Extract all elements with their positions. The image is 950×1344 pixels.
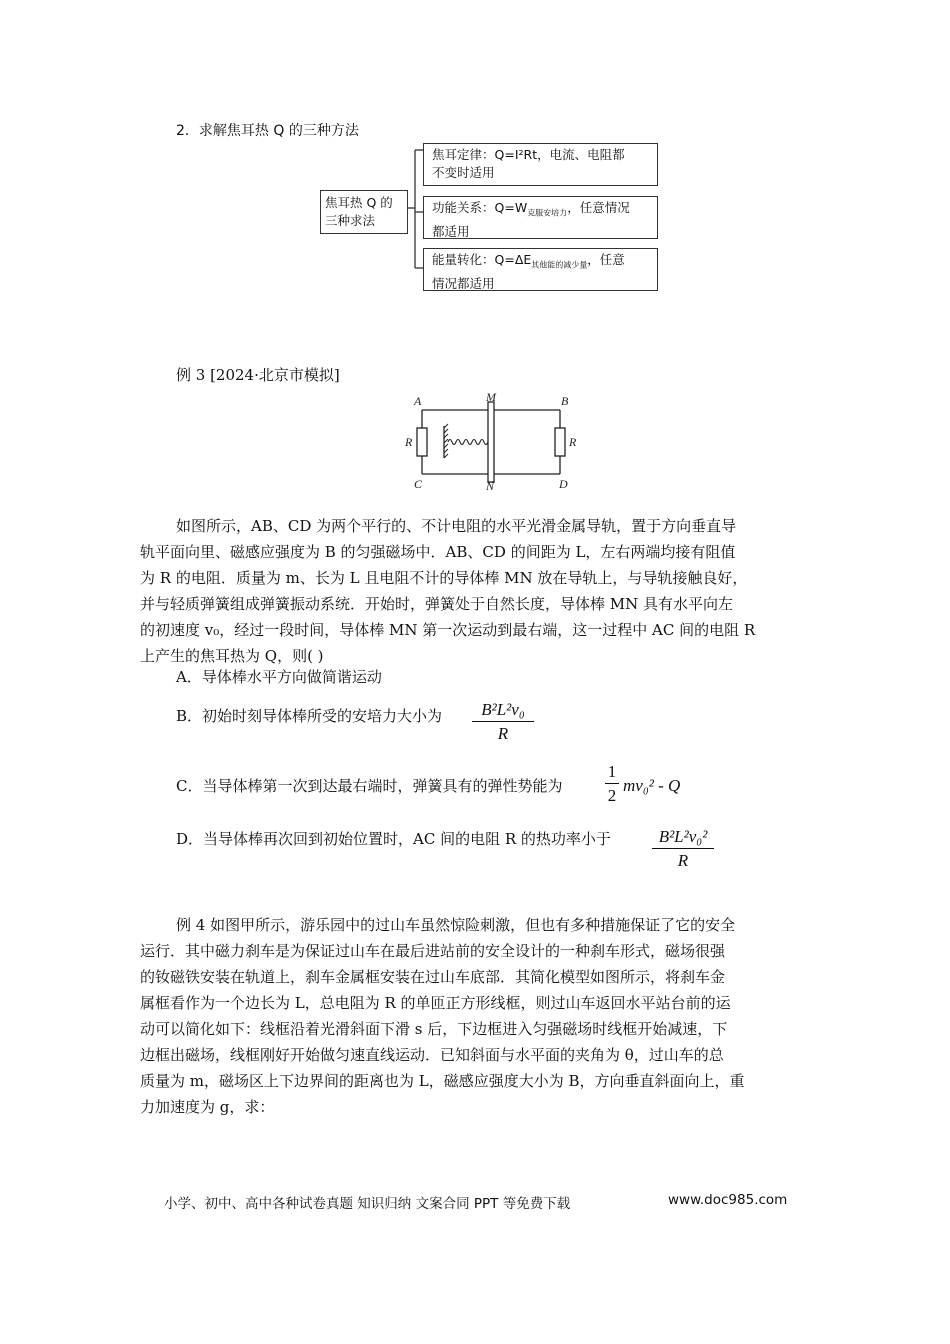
- conductor-rod-mn: [488, 402, 494, 482]
- label-c: C: [414, 477, 423, 491]
- option-a: A．导体棒水平方向做简谐运动: [176, 668, 382, 686]
- option-c-denominator: 2: [607, 786, 617, 805]
- label-a: A: [414, 394, 422, 408]
- label-d: D: [559, 477, 568, 491]
- section-heading: 2．求解焦耳热 Q 的三种方法: [176, 123, 359, 139]
- bracket-lines: [405, 140, 425, 280]
- label-r-right: R: [569, 435, 577, 449]
- example3-label: 例 3 [2024·北京市模拟]: [176, 366, 340, 384]
- option-c-tail: mv₀² - Q: [623, 776, 681, 795]
- box2-line1: 功能关系：$Q=W_{克服安培力}$，任意情况: [432, 200, 630, 218]
- right-resistor: [555, 428, 565, 456]
- option-c-fraction: [605, 761, 619, 808]
- label-n: N: [486, 479, 495, 493]
- method-box-joule-law: [423, 143, 658, 186]
- example4-line: 属框看作为一个边长为 L，总电阻为 R 的单匝正方形线框，则过山车返回水平站台前的运: [140, 994, 731, 1012]
- method-box-work-energy: [423, 196, 658, 239]
- example4-line: 例 4 如图甲所示，游乐园中的过山车虽然惊险刺激，但也有多种措施保证了它的安全: [176, 916, 736, 934]
- option-d-denominator: R: [677, 851, 689, 870]
- example4-question: [140, 912, 745, 1120]
- example3-line: 轨平面向里、磁感应强度为 B 的匀强磁场中．AB、CD 的间距为 L，左右两端均接有阻值: [140, 543, 736, 561]
- circuit-figure: [400, 388, 590, 498]
- box3-line2: 情况都适用: [432, 275, 495, 291]
- example4-line: 的钕磁铁安装在轨道上，刹车金属框安装在过山车底部．其简化模型如图所示，将刹车金: [140, 968, 726, 986]
- box3-line1: 能量转化：$Q=\Delta E_{其他能的减少量}$，任意: [432, 252, 625, 270]
- option-d: D．当导体棒再次回到初始位置时，AC 间的电阻 R 的热功率小于: [176, 830, 611, 848]
- example4-line: 边框出磁场，线框刚好开始做匀速直线运动．已知斜面与水平面的夹角为 θ，过山车的总: [140, 1046, 724, 1064]
- box2-line2: 都适用: [432, 223, 470, 239]
- footer-link[interactable]: www.doc985.com: [668, 1192, 788, 1208]
- label-r-left: R: [405, 435, 413, 449]
- root-box: [320, 190, 408, 234]
- example3-question: [140, 513, 755, 669]
- option-b-denominator: R: [497, 724, 509, 743]
- example4-line: 动可以简化如下：线框沿着光滑斜面下滑 s 后，下边框进入匀强磁场时线框开始减速，下: [140, 1020, 728, 1038]
- label-b: B: [561, 394, 569, 408]
- example4-line: 力加速度为 g，求：: [140, 1098, 275, 1116]
- root-label-line1: 焦耳热 Q 的: [325, 195, 393, 210]
- box1-line1: 焦耳定律：Q=I²Rt，电流、电阻都: [432, 147, 625, 162]
- example4-line: 运行．其中磁力刹车是为保证过山车在最后进站前的安全设计的一种刹车形式，磁场很强: [140, 942, 726, 960]
- option-d-numerator: B²L²v₀²: [658, 827, 708, 846]
- example3-line: 为 R 的电阻．质量为 m、长为 L 且电阻不计的导体棒 MN 放在导轨上，与导轨接触良好，: [140, 569, 748, 587]
- example3-line: 如图所示，AB、CD 为两个平行的、不计电阻的水平光滑金属导轨，置于方向垂直导: [176, 517, 737, 535]
- option-c: C．当导体棒第一次到达最右端时，弹簧具有的弹性势能为: [176, 777, 563, 795]
- spring: [448, 440, 492, 445]
- example3-line: 上产生的焦耳热为 Q，则( ): [140, 647, 324, 665]
- footer-text: 小学、初中、高中各种试卷真题 知识归纳 文案合同 PPT 等免费下载: [164, 1196, 571, 1212]
- example4-line: 质量为 m，磁场区上下边界间的距离也为 L，磁感应强度大小为 B，方向垂直斜面向上，重: [140, 1072, 745, 1090]
- method-box-energy-conversion: [423, 248, 658, 291]
- option-c-numerator: 1: [607, 762, 617, 781]
- option-b-fraction: [472, 699, 534, 746]
- example3-line: 的初速度 v₀，经过一段时间，导体棒 MN 第一次运动到最右端，这一过程中 AC 间的电阻 R: [140, 621, 756, 639]
- option-b: B．初始时刻导体棒所受的安培力大小为: [176, 707, 443, 725]
- box1-line2: 不变时适用: [432, 165, 495, 180]
- root-label-line2: 三种求法: [325, 213, 376, 228]
- option-d-fraction: [652, 826, 714, 873]
- label-m: M: [486, 390, 496, 404]
- option-b-numerator: B²L²v₀: [481, 700, 525, 719]
- example3-line: 并与轻质弹簧组成弹簧振动系统．开始时，弹簧处于自然长度，导体棒 MN 具有水平向左: [140, 595, 734, 613]
- left-resistor: [417, 428, 427, 456]
